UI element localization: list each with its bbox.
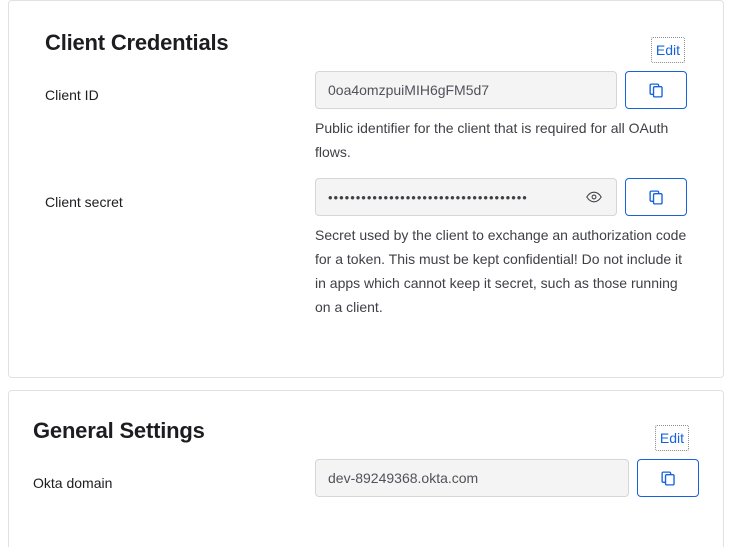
edit-client-credentials-button[interactable]: Edit — [651, 37, 685, 63]
copy-client-id-button[interactable] — [625, 71, 687, 109]
client-secret-help-text: Secret used by the client to exchange an authorization code for a token. This must be kept confidential! Do not include it in apps which cannot keep it secret, such as those running on a client. — [315, 227, 687, 315]
field-row-client-secret — [45, 178, 687, 319]
copy-icon — [648, 82, 665, 99]
spacer — [45, 168, 687, 178]
client-secret-label: Client secret — [45, 194, 123, 210]
okta-domain-value: dev-89249368.okta.com — [328, 470, 479, 486]
copy-client-secret-button[interactable] — [625, 178, 687, 216]
field-row-client-id — [45, 71, 687, 164]
client-credentials-fields — [9, 57, 723, 349]
client-secret-input-group — [315, 178, 687, 216]
client-id-value: 0oa4omzpuiMIH6gFM5d7 — [328, 82, 490, 98]
eye-icon[interactable] — [584, 187, 604, 207]
okta-domain-input[interactable] — [315, 459, 629, 497]
client-id-label: Client ID — [45, 87, 99, 103]
general-settings-fields — [9, 445, 723, 497]
edit-general-settings-button[interactable]: Edit — [655, 425, 689, 451]
client-id-field-group — [315, 71, 687, 164]
client-id-input[interactable] — [315, 71, 617, 109]
client-id-help-text: Public identifier for the client that is required for all OAuth flows. — [315, 120, 669, 160]
client-secret-input[interactable] — [315, 178, 617, 216]
okta-domain-label: Okta domain — [33, 475, 113, 491]
field-row-okta-domain — [33, 459, 699, 497]
okta-domain-input-group — [315, 459, 699, 497]
copy-icon — [660, 470, 677, 487]
general-settings-card — [8, 390, 724, 547]
client-secret-value: •••••••••••••••••••••••••••••••••••• — [328, 190, 528, 204]
page-title: Client Credentials — [45, 30, 229, 55]
card-header — [9, 1, 723, 57]
client-secret-field-group — [315, 178, 687, 319]
copy-icon — [648, 189, 665, 206]
copy-okta-domain-button[interactable] — [637, 459, 699, 497]
okta-domain-field-group — [315, 459, 699, 497]
general-settings-title: General Settings — [33, 418, 205, 443]
client-id-input-group — [315, 71, 687, 109]
card-header — [9, 391, 723, 445]
client-credentials-card — [8, 0, 724, 378]
